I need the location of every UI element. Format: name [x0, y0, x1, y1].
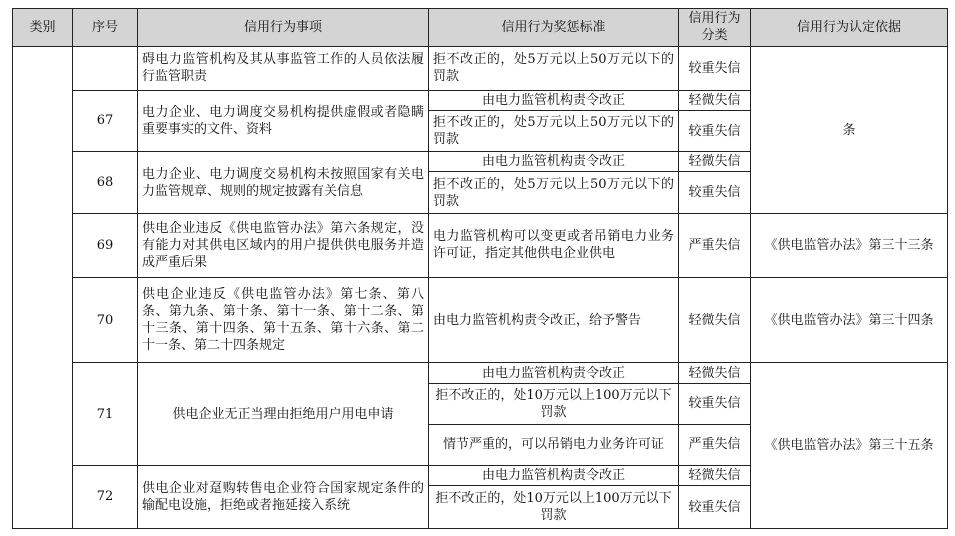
header-standard: 信用行为奖惩标准 [429, 9, 679, 47]
class-cell: 轻微失信 [679, 152, 751, 172]
item-cell: 供电企业无正当理由拒绝用户用电申请 [138, 363, 429, 465]
class-cell: 轻微失信 [679, 465, 751, 485]
number-cell: 71 [73, 363, 138, 465]
credit-behavior-table [12, 8, 948, 529]
class-cell: 较重失信 [679, 111, 751, 152]
standard-cell: 拒不改正的，处10万元以上100万元以下罚款 [429, 383, 679, 424]
item-cell: 碍电力监管机构及其从事监管工作的人员依法履行监管职责 [138, 46, 429, 90]
header-item: 信用行为事项 [138, 9, 429, 47]
header-category: 类别 [13, 9, 73, 47]
basis-cell: 《供电监管办法》第三十四条 [751, 277, 948, 363]
standard-cell: 拒不改正的，处10万元以上100万元以下罚款 [429, 486, 679, 529]
header-class: 信用行为分类 [679, 9, 751, 47]
number-cell: 68 [73, 152, 138, 214]
standard-cell: 拒不改正的，处5万元以上50万元以下的罚款 [429, 172, 679, 214]
basis-cell: 条 [751, 46, 948, 214]
table-row [13, 214, 948, 277]
class-cell: 较重失信 [679, 486, 751, 529]
header-basis: 信用行为认定依据 [751, 9, 948, 47]
basis-cell: 《供电监管办法》第三十五条 [751, 363, 948, 529]
item-cell: 电力企业、电力调度交易机构提供虚假或者隐瞒重要事实的文件、资料 [138, 90, 429, 151]
basis-cell: 《供电监管办法》第三十三条 [751, 214, 948, 277]
standard-cell: 由电力监管机构责令改正 [429, 465, 679, 485]
class-cell: 严重失信 [679, 424, 751, 465]
category-cell [13, 46, 73, 528]
standard-cell: 情节严重的，可以吊销电力业务许可证 [429, 424, 679, 465]
standard-cell: 由电力监管机构责令改正 [429, 90, 679, 110]
class-cell: 较重失信 [679, 46, 751, 90]
table-row [13, 46, 948, 90]
standard-cell: 由电力监管机构责令改正 [429, 363, 679, 383]
class-cell: 较重失信 [679, 383, 751, 424]
standard-cell: 由电力监管机构责令改正 [429, 152, 679, 172]
number-cell: 72 [73, 465, 138, 528]
table-row [13, 363, 948, 383]
item-cell: 电力企业、电力调度交易机构未按照国家有关电力监管规章、规则的规定披露有关信息 [138, 152, 429, 214]
item-cell: 供电企业对趸购转售电企业符合国家规定条件的输配电设施，拒绝或者拖延接入系统 [138, 465, 429, 528]
table-row [13, 277, 948, 363]
number-cell: 70 [73, 277, 138, 363]
number-cell: 69 [73, 214, 138, 277]
class-cell: 严重失信 [679, 214, 751, 277]
standard-cell: 电力监管机构可以变更或者吊销电力业务许可证，指定其他供电企业供电 [429, 214, 679, 277]
item-cell: 供电企业违反《供电监管办法》第七条、第八条、第九条、第十条、第十一条、第十二条、第十三条、第十四条、第十五条、第十六条、第二十一条、第二十四条规定 [138, 277, 429, 363]
class-cell: 轻微失信 [679, 277, 751, 363]
header-row [13, 9, 948, 47]
standard-cell: 由电力监管机构责令改正，给予警告 [429, 277, 679, 363]
number-cell [73, 46, 138, 90]
number-cell: 67 [73, 90, 138, 151]
class-cell: 轻微失信 [679, 363, 751, 383]
header-number: 序号 [73, 9, 138, 47]
item-cell: 供电企业违反《供电监管办法》第六条规定，没有能力对其供电区域内的用户提供供电服务并造成严重后果 [138, 214, 429, 277]
class-cell: 较重失信 [679, 172, 751, 214]
class-cell: 轻微失信 [679, 90, 751, 110]
standard-cell: 拒不改正的，处5万元以上50万元以下的罚款 [429, 111, 679, 152]
standard-cell: 拒不改正的，处5万元以上50万元以下的罚款 [429, 46, 679, 90]
